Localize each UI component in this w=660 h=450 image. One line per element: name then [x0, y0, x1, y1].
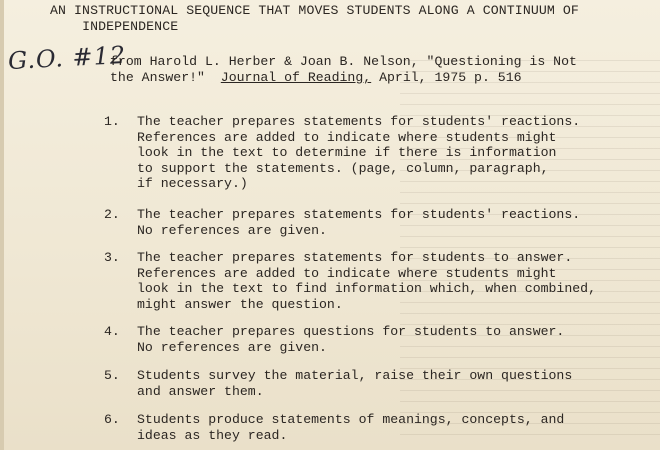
item-number: 1.: [104, 114, 120, 129]
item-number: 2.: [104, 207, 120, 222]
item-text: The teacher prepares statements for students to answer. References are added to indicate where students might look in the text to find information which, when combined, might answer the question.: [137, 250, 596, 312]
title-line-1: AN INSTRUCTIONAL SEQUENCE THAT MOVES STUDENTS ALONG A CONTINUUM OF: [50, 3, 579, 18]
item-text: The teacher prepares questions for students to answer. No references are given.: [137, 324, 565, 355]
document-title: [50, 3, 660, 35]
page-edge: [0, 0, 4, 450]
source-line-2-prefix: the Answer!": [110, 70, 205, 85]
item-number: 5.: [104, 368, 120, 383]
source-citation: [110, 54, 577, 86]
item-text: The teacher prepares statements for students' reactions. References are added to indicate where students might look in the text to determine if there is information to support the statements. (page, column, paragraph, if necessary.): [137, 114, 581, 191]
item-number: 4.: [104, 324, 120, 339]
item-number: 6.: [104, 412, 120, 427]
title-line-2: INDEPENDENCE: [82, 19, 179, 34]
item-number: 3.: [104, 250, 120, 265]
item-text: Students survey the material, raise their own questions and answer them.: [137, 368, 573, 399]
journal-name: Journal of Reading,: [220, 70, 372, 85]
item-text: Students produce statements of meanings, concepts, and ideas as they read.: [137, 412, 565, 443]
source-line-2-suffix: April, 1975 p. 516: [379, 70, 522, 85]
handwritten-annotation: G.O. #12: [7, 40, 127, 76]
item-text: The teacher prepares statements for students' reactions. No references are given.: [137, 207, 581, 238]
source-line-1: from Harold L. Herber & Joan B. Nelson, "Questioning is Not: [110, 54, 577, 69]
